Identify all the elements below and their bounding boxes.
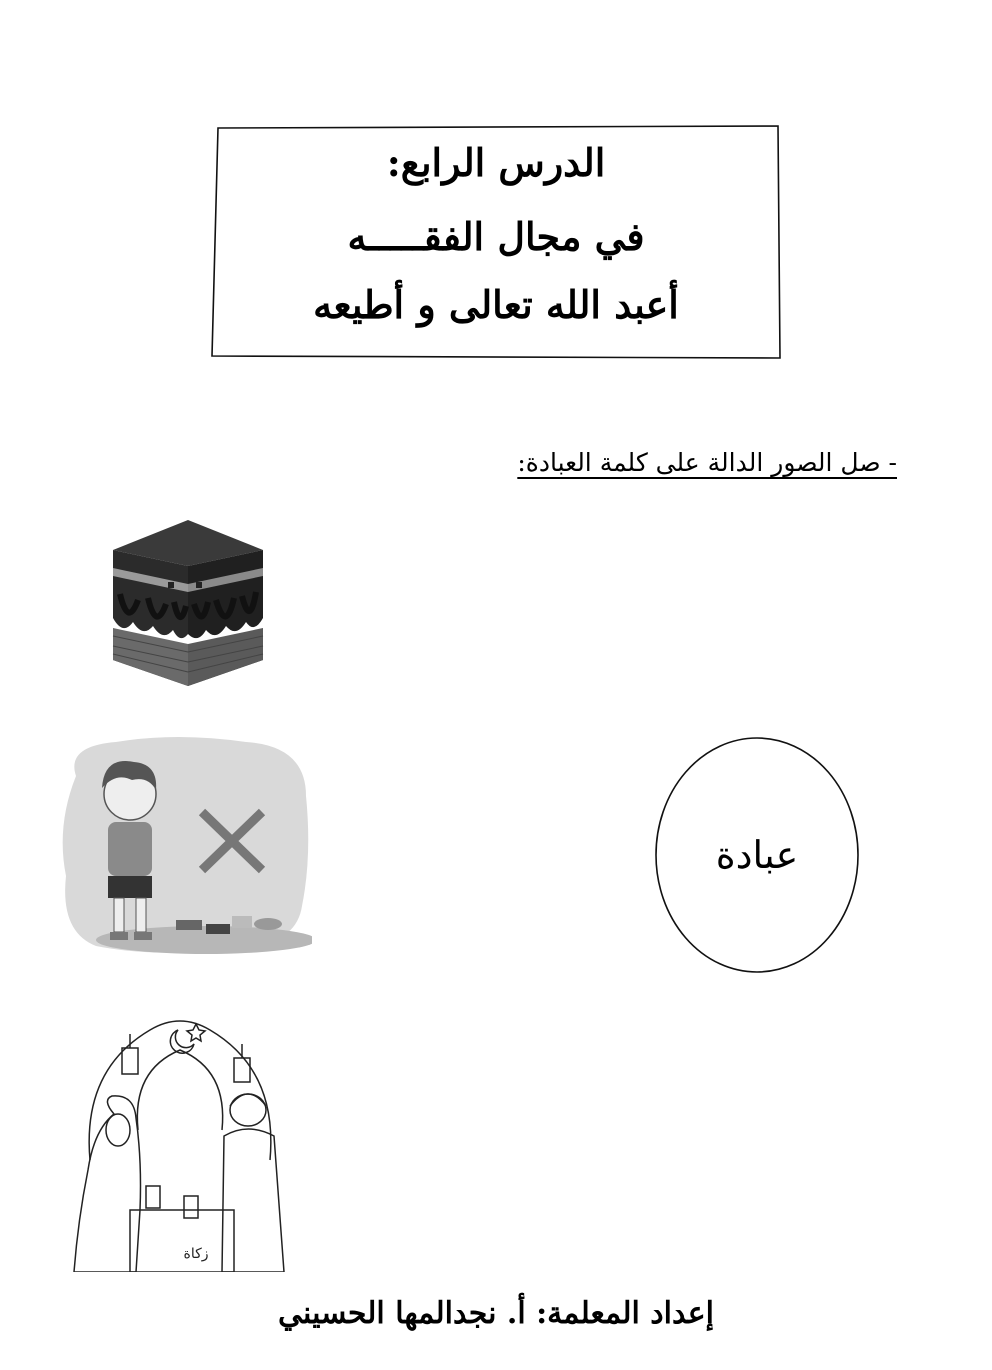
worship-ellipse [654, 736, 860, 974]
teacher-credit: إعداد المعلمة: أ. نجدالمها الحسيني [278, 1296, 714, 1331]
zakat-donation-icon [72, 1010, 294, 1272]
kaaba-image [108, 518, 268, 688]
worship-word: عبادة [715, 833, 799, 877]
zakat-image [72, 1010, 294, 1272]
title-box [210, 124, 782, 360]
boy-littering-icon [56, 736, 312, 958]
kaaba-icon [108, 518, 268, 688]
zakat-box-label: زكاة [183, 1246, 209, 1262]
lesson-title: أعبد الله تعالى و أطيعه [313, 282, 679, 327]
lesson-field: في مجال الفقـــــه [347, 214, 645, 259]
instruction-text: - صل الصور الدالة على كلمة العبادة: [517, 448, 897, 477]
boy-littering-image [56, 736, 312, 958]
lesson-number: الدرس الرابع: [386, 140, 606, 185]
